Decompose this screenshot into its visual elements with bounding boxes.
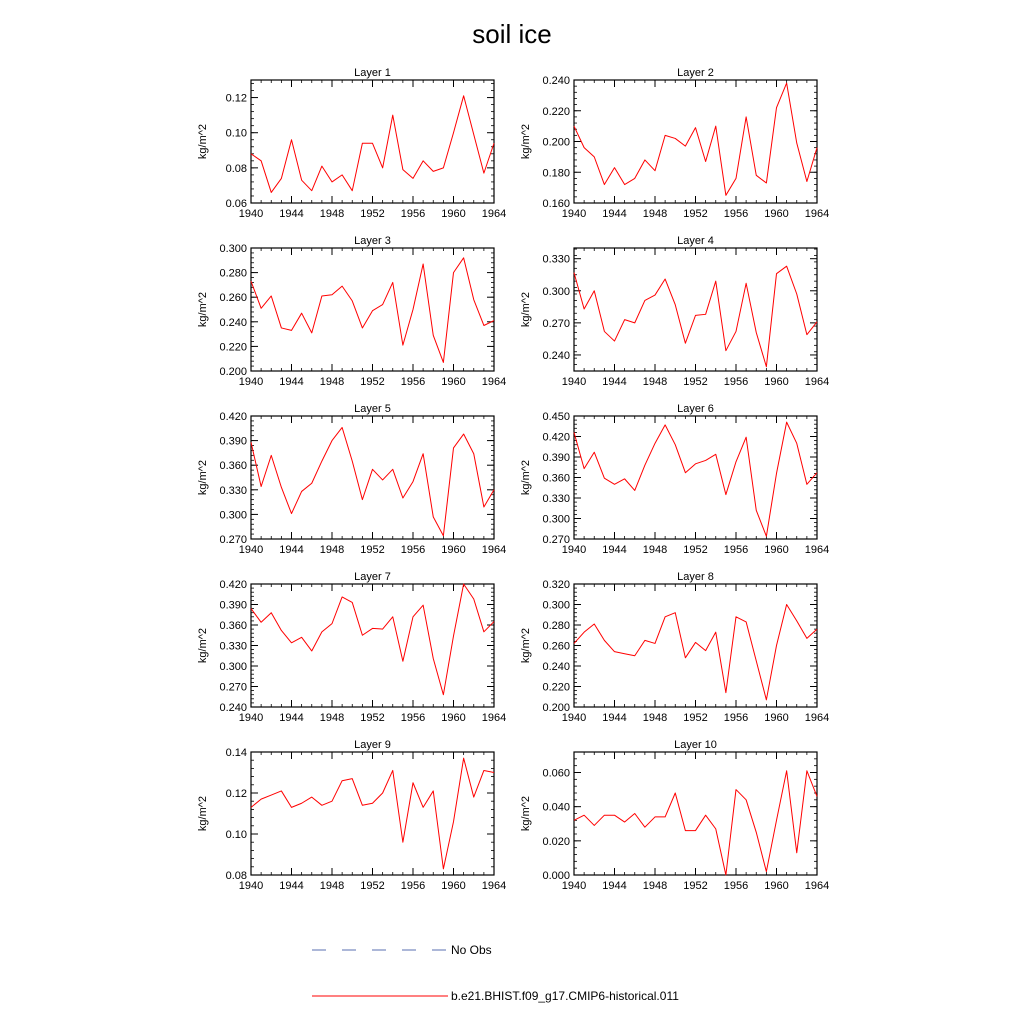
y-tick-label: 0.390 [219,435,247,448]
y-tick-label: 0.200 [219,366,247,378]
x-tick-label: 1952 [360,712,385,724]
legend-entry [312,989,679,1003]
panels [197,67,829,892]
legend-entry [312,943,492,957]
x-tick-label: 1948 [642,544,668,556]
x-tick-label: 1948 [642,880,668,892]
panel-title: Layer 7 [354,571,391,583]
x-tick-label: 1940 [561,712,587,724]
x-tick-label: 1940 [238,376,264,388]
panel-title: Layer 8 [677,571,714,583]
x-tick-label: 1940 [561,544,587,556]
x-tick-label: 1948 [319,208,345,220]
y-tick-label: 0.420 [219,411,247,423]
panel-title: Layer 9 [354,739,391,751]
plot-frame [574,416,817,539]
x-tick-label: 1952 [360,208,385,220]
y-tick-label: 0.360 [219,620,247,632]
series-line [574,83,817,195]
x-tick-label: 1940 [561,376,587,388]
x-tick-label: 1944 [602,880,627,892]
x-tick-label: 1956 [400,712,426,724]
x-tick-label: 1948 [642,712,668,724]
panel-title: Layer 1 [354,67,391,79]
panel-layer-2 [520,67,829,220]
panel-layer-1 [197,67,506,220]
panel-layer-5 [197,403,506,556]
plot-frame [251,584,494,707]
series-line [251,258,494,363]
x-tick-label: 1960 [764,208,789,220]
x-tick-label: 1964 [804,712,830,724]
legend-label: No Obs [451,943,492,957]
x-tick-label: 1956 [723,712,749,724]
y-tick-label: 0.240 [542,349,570,362]
y-tick-label: 0.260 [219,292,247,305]
y-axis-label: kg/m^2 [520,627,532,664]
series-line [251,584,494,695]
x-tick-label: 1944 [602,544,627,556]
x-tick-label: 1948 [642,376,668,388]
y-tick-label: 0.180 [542,167,570,180]
x-tick-label: 1952 [360,376,385,388]
x-tick-label: 1964 [481,544,507,556]
y-tick-label: 0.300 [219,509,247,522]
y-tick-label: 0.390 [219,599,247,612]
x-tick-label: 1956 [400,376,426,388]
plot-frame [251,80,494,203]
panel-layer-6 [520,403,829,556]
panel-layer-8 [520,571,829,724]
y-tick-label: 0.160 [542,198,570,210]
y-tick-label: 0.060 [542,767,570,780]
y-tick-label: 0.330 [542,493,570,505]
y-tick-label: 0.420 [542,431,570,444]
x-tick-label: 1960 [764,880,789,892]
series-line [574,266,817,367]
y-tick-label: 0.040 [542,801,570,814]
x-tick-label: 1948 [642,208,668,220]
x-tick-label: 1964 [481,208,507,220]
x-tick-label: 1956 [400,208,426,220]
x-tick-label: 1944 [602,712,627,724]
plot-frame [251,752,494,875]
y-tick-label: 0.240 [219,316,247,329]
x-tick-label: 1952 [683,544,708,556]
y-tick-label: 0.240 [542,75,570,87]
panel-layer-3 [197,235,506,388]
panel-title: Layer 4 [677,235,714,247]
panel-title: Layer 5 [354,403,391,415]
x-tick-label: 1940 [238,880,264,892]
x-tick-label: 1960 [441,376,466,388]
x-tick-label: 1952 [683,208,708,220]
panel-layer-9 [197,739,506,892]
y-tick-label: 0.240 [219,702,247,714]
x-tick-label: 1944 [279,880,304,892]
x-tick-label: 1940 [238,208,264,220]
legend [312,943,679,1003]
x-tick-label: 1952 [683,880,708,892]
x-tick-label: 1952 [683,712,708,724]
y-tick-label: 0.200 [542,702,570,714]
legend-label: b.e21.BHIST.f09_g17.CMIP6-historical.011 [451,989,679,1003]
y-tick-label: 0.14 [225,747,247,759]
y-tick-label: 0.360 [542,472,570,485]
y-tick-label: 0.450 [542,411,570,423]
y-tick-label: 0.10 [225,127,247,140]
y-tick-label: 0.08 [225,162,247,175]
y-axis-label: kg/m^2 [197,795,209,832]
series-line [574,605,817,700]
y-tick-label: 0.390 [542,452,570,464]
y-tick-label: 0.08 [225,870,247,882]
y-tick-label: 0.220 [542,681,570,694]
x-tick-label: 1960 [764,376,789,388]
x-tick-label: 1956 [723,544,749,556]
series-line [251,427,494,535]
y-tick-label: 0.320 [542,579,570,591]
y-tick-label: 0.300 [219,243,247,255]
x-tick-label: 1952 [360,544,385,556]
x-tick-label: 1960 [764,712,789,724]
series-line [251,758,494,869]
y-tick-label: 0.300 [219,661,247,673]
x-tick-label: 1964 [481,880,507,892]
y-axis-label: kg/m^2 [197,123,209,160]
series-line [251,96,494,193]
y-tick-label: 0.280 [219,267,247,280]
x-tick-label: 1964 [804,208,830,220]
y-tick-label: 0.420 [219,579,247,591]
x-tick-label: 1944 [279,208,304,220]
y-tick-label: 0.220 [542,105,570,118]
x-tick-label: 1956 [723,376,749,388]
y-axis-label: kg/m^2 [520,123,532,160]
x-tick-label: 1948 [319,544,345,556]
x-tick-label: 1944 [602,376,627,388]
x-tick-label: 1956 [400,544,426,556]
panel-title: Layer 2 [677,67,714,79]
x-tick-label: 1952 [360,880,385,892]
y-tick-label: 0.240 [542,661,570,673]
x-tick-label: 1960 [441,544,466,556]
panel-layer-7 [197,571,506,724]
y-tick-label: 0.270 [542,534,570,546]
y-tick-label: 0.280 [542,620,570,632]
y-tick-label: 0.260 [542,640,570,653]
y-tick-label: 0.12 [225,788,247,800]
y-tick-label: 0.200 [542,136,570,149]
x-tick-label: 1940 [561,208,587,220]
y-tick-label: 0.020 [542,835,570,848]
y-tick-label: 0.270 [542,317,570,330]
panel-layer-4 [520,235,829,388]
y-tick-label: 0.10 [225,829,247,841]
x-tick-label: 1940 [561,880,587,892]
y-tick-label: 0.330 [542,253,570,266]
y-axis-label: kg/m^2 [197,627,209,664]
x-tick-label: 1948 [319,712,345,724]
y-tick-label: 0.360 [219,460,247,473]
x-tick-label: 1956 [400,880,426,892]
series-line [574,771,817,875]
x-tick-label: 1956 [723,208,749,220]
figure-title: soil ice [472,19,552,49]
plot-frame [251,416,494,539]
series-line [574,422,817,536]
y-axis-label: kg/m^2 [520,459,532,496]
panel-title: Layer 3 [354,235,391,247]
panel-title: Layer 6 [677,403,714,415]
y-tick-label: 0.06 [225,198,247,210]
x-tick-label: 1960 [441,208,466,220]
y-tick-label: 0.220 [219,341,247,354]
panel-title: Layer 10 [674,739,717,751]
x-tick-label: 1964 [804,544,830,556]
x-tick-label: 1948 [319,880,345,892]
y-tick-label: 0.330 [219,640,247,653]
x-tick-label: 1944 [602,208,627,220]
x-tick-label: 1960 [441,712,466,724]
y-tick-label: 0.300 [542,599,570,612]
plot-frame [574,752,817,875]
x-tick-label: 1960 [764,544,789,556]
y-tick-label: 0.300 [542,513,570,526]
x-tick-label: 1944 [279,712,304,724]
y-tick-label: 0.330 [219,484,247,497]
y-tick-label: 0.000 [542,870,570,882]
x-tick-label: 1944 [279,376,304,388]
y-tick-label: 0.12 [225,92,247,105]
plot-frame [574,584,817,707]
x-tick-label: 1964 [481,376,507,388]
x-tick-label: 1944 [279,544,304,556]
x-tick-label: 1960 [441,880,466,892]
x-tick-label: 1940 [238,544,264,556]
y-axis-label: kg/m^2 [520,291,532,328]
y-axis-label: kg/m^2 [197,459,209,496]
x-tick-label: 1948 [319,376,345,388]
y-axis-label: kg/m^2 [197,291,209,328]
y-tick-label: 0.270 [219,534,247,546]
panel-layer-10 [520,739,829,892]
x-tick-label: 1940 [238,712,264,724]
y-axis-label: kg/m^2 [520,795,532,832]
plot-frame [574,248,817,371]
x-tick-label: 1956 [723,880,749,892]
y-tick-label: 0.300 [542,285,570,298]
x-tick-label: 1964 [481,712,507,724]
x-tick-label: 1964 [804,376,830,388]
x-tick-label: 1952 [683,376,708,388]
x-tick-label: 1964 [804,880,830,892]
y-tick-label: 0.270 [219,681,247,694]
